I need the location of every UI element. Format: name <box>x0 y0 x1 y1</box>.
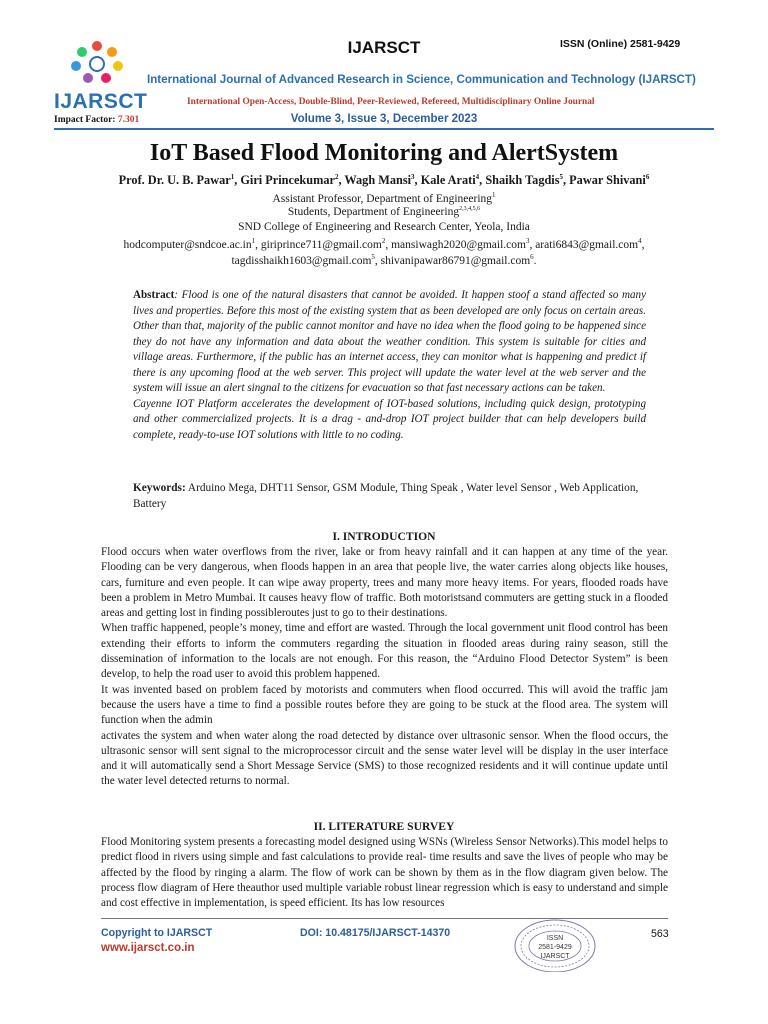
author-sup: 4 <box>475 173 480 181</box>
abstract-text-2: Cayenne IOT Platform accelerates the development of IOT-based solutions, including quick design, prototyping and other commercialized projects. It is a drag - and-drop IOT project builder that can help developers build complete, ready-to-use IOT solutions with little to no coding. <box>133 397 646 441</box>
volume-issue: Volume 3, Issue 3, December 2023 <box>290 113 478 125</box>
intro-paragraph-4: activates the system and when water along the road detected by distance over ultrasonic sensor. When the flood occurs, the ultrasonic sensor will sent signal to the microprocessor circuit and the sense water level will be display in the user interface and it will automatically send a Short Message Service (SMS) to those recognized residents and it will continue update until the water level detected returns to normal. <box>101 729 668 788</box>
author-list <box>0 173 768 188</box>
keywords <box>133 481 646 512</box>
author-name: Shaikh Tagdis <box>485 173 560 188</box>
email-separator: , <box>385 238 392 251</box>
email-address[interactable]: shivanipawar86791@gmail.com <box>380 254 531 267</box>
author-sup: 6 <box>645 173 650 181</box>
logo-text: IJARSCT <box>54 90 148 113</box>
introduction-body <box>101 545 668 790</box>
author-name: Kale Arati <box>420 173 476 188</box>
college-name: SND College of Engineering and Research Center, Yeola, India <box>238 221 530 233</box>
doi: DOI: 10.48175/IJARSCT-14370 <box>300 927 451 939</box>
affiliation-2-text: Students, Department of Engineering <box>287 206 460 218</box>
email-sup: 3 <box>525 237 530 245</box>
intro-paragraph-1: Flood occurs when water overflows from the river, lake or from heavy rainfall and it can happen at any time of the year. Flooding can be very dangerous, when floods happen in an area that people live, the water carries along objects like houses, cars, furniture and even people. It can wipe away property, trees and many more heavy items. For years, flooded roads have been a problem in Metro Mumbai. It causes heavy flow of traffic. Both motoristsand commuters are getting stuck in a flooded areas and getting lost in finding possibleroutes just to go to their destinations. <box>101 546 668 620</box>
abstract-label: Abstract <box>133 289 175 301</box>
email-separator: , <box>255 238 261 251</box>
author-separator: , <box>234 173 241 188</box>
literature-paragraph-1: Flood Monitoring system presents a forecasting model designed using WSNs (Wireless Sensor Networks).This model helps to predict flood in rivers using simple and fast calculations to provide real- time results and save the lives of people who may be affected by the flood by ringing a alarm. The flow of work can be shown by them as in the flow diagram given below. The process flow diagram of Here theauthor used multiple variable robust linear regression which is easy to understand and simple and cost effective in implementation, is speed efficient. Its has low resources <box>101 836 668 910</box>
email-sup: 2 <box>381 237 386 245</box>
website-link[interactable]: www.ijarsct.co.in <box>101 942 195 954</box>
author-separator: , <box>563 173 570 188</box>
author-name: Pawar Shivani <box>569 173 646 188</box>
email-address[interactable]: arati6843@gmail.com <box>535 238 639 251</box>
seal-line-3: IJARSCT <box>540 953 570 960</box>
seal-line-2: 2581-9429 <box>538 944 572 951</box>
affiliation-1-sup: 1 <box>492 191 496 199</box>
email-separator: , <box>641 238 645 251</box>
impact-value: 7.301 <box>117 115 140 125</box>
email-sup: 6 <box>530 253 534 261</box>
issn-online: ISSN (Online) 2581-9429 <box>560 38 681 50</box>
email-address[interactable]: hodcomputer@sndcoe.ac.in <box>123 238 252 251</box>
author-separator: , <box>338 173 345 188</box>
intro-paragraph-3: It was invented based on problem faced by motorists and commuters when flood occurred. This will avoid the traffic jam because the users have a time to find a possible routes before they are going to be stuck at the flood area. The system will function when the admin <box>101 683 668 727</box>
author-sup: 1 <box>230 173 235 181</box>
abstract-text-1: : Flood is one of the natural disasters that cannot be avoided. It happen stoof a stand affected so many lives and properties. Before this most of the existing system that as been developed are only focus on certain areas. Other than that, majority of the public cannot monitor and have no idea when the flood going to be happened since they do not have any information and data about the weather condition. This system is suitable for cities and village areas. Furthermore, if the public has an internet access, they can monitor what is happening and predict if there is any upcoming flood at the web server. This project will update the water level at the web server and the system will issue an alert singnal to the citizens for evacuation so that fast necessary actions can be taken. <box>133 289 646 394</box>
seal-line-1: ISSN <box>546 935 564 942</box>
email-separator: , <box>529 238 536 251</box>
abstract <box>133 288 646 443</box>
journal-short-name: IJARSCT <box>347 38 421 57</box>
email-sup: 1 <box>251 237 256 245</box>
email-address[interactable]: giriprince711@gmail.com <box>260 238 382 251</box>
email-separator: , <box>374 254 381 267</box>
author-name: Prof. Dr. U. B. Pawar <box>118 173 231 188</box>
literature-body <box>101 835 668 911</box>
affiliation-2 <box>0 206 768 218</box>
author-separator: , <box>479 173 486 188</box>
journal-full-name: International Journal of Advanced Research in Science, Communication and Technology (IJARSCT) <box>147 73 696 86</box>
impact-label: Impact Factor: <box>54 115 118 125</box>
issn-seal-icon <box>512 916 598 972</box>
section-heading-literature-survey: II. LITERATURE SURVEY <box>313 820 455 833</box>
author-sup: 3 <box>411 173 415 181</box>
author-name: Wagh Mansi <box>344 173 412 188</box>
paper-title: IoT Based Flood Monitoring and AlertSystem <box>149 140 619 166</box>
email-line-1 <box>0 237 768 251</box>
header-divider <box>54 128 714 130</box>
email-line-2 <box>0 253 768 267</box>
keywords-label: Keywords: <box>133 482 186 494</box>
email-sup: 5 <box>371 253 375 261</box>
page-number: 563 <box>651 928 669 940</box>
email-separator: . <box>533 254 537 267</box>
copyright: Copyright to IJARSCT <box>101 927 213 939</box>
author-sup: 5 <box>559 173 564 181</box>
affiliation-1 <box>0 191 768 205</box>
email-address[interactable]: mansiwagh2020@gmail.com <box>391 238 526 251</box>
author-separator: , <box>414 173 421 188</box>
affiliation-2-sup: 2,3,4,5,6 <box>459 206 481 213</box>
keywords-text: Arduino Mega, DHT11 Sensor, GSM Module, Thing Speak , Water level Sensor , Web Application, Battery <box>133 482 639 510</box>
author-name: Giri Princekumar <box>240 173 335 188</box>
author-sup: 2 <box>334 173 339 181</box>
intro-paragraph-2: When traffic happened, people’s money, time and effort are wasted. Through the local government unit flood control has been extending their efforts to inform the commuters regarding the situation in flooded areas during rainy season, still the dissemination of information to the locals are not enough. For this reason, the “Arduino Flood Detector System” is been develop, to help the road user to avoid this problem happened. <box>101 622 668 681</box>
affiliation-1-text: Assistant Professor, Department of Engineering <box>272 192 493 205</box>
email-sup: 4 <box>638 237 642 245</box>
journal-tagline: International Open-Access, Double-Blind, Peer-Reviewed, Refereed, Multidisciplinary Online Journal <box>187 97 595 107</box>
section-heading-introduction: I. INTRODUCTION <box>332 530 436 543</box>
email-address[interactable]: tagdisshaikh1603@gmail.com <box>231 254 372 267</box>
